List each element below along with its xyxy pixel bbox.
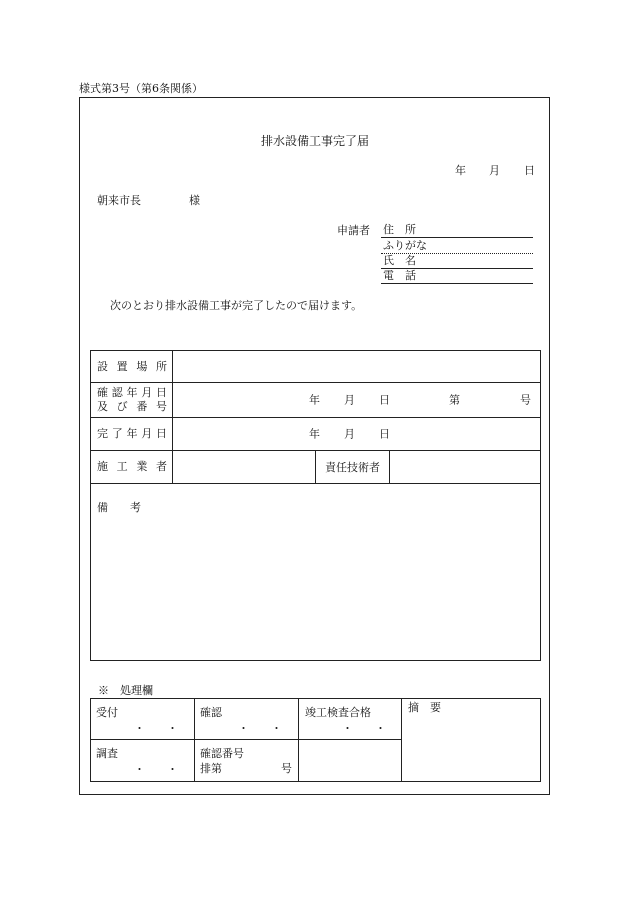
addressee-honorific: 様 (189, 194, 200, 207)
applicant-furigana-label: ふりがな (383, 239, 427, 252)
form-number: 様式第3号（第6条関係） (79, 82, 203, 95)
completion-input-cell[interactable] (173, 418, 541, 451)
confirm-label-cell (91, 383, 173, 418)
confirm-number-prefix: 第 (449, 393, 460, 407)
drain-number-suffix: 号 (281, 762, 292, 775)
form-title: 排水設備工事完了届 (260, 134, 369, 148)
date-year-label: 年 (455, 164, 466, 177)
confirm-month-label: 月 (344, 393, 355, 407)
location-label: 設置場所 (97, 359, 167, 373)
date-day-label: 日 (524, 164, 535, 177)
statement-text: 次のとおり排水設備工事が完了したので届けます。 (110, 299, 363, 312)
processing-table (90, 698, 541, 782)
summary-label: 摘 要 (408, 701, 441, 714)
confirm-input-cell[interactable] (173, 383, 541, 418)
empty-processing-cell[interactable] (299, 740, 402, 782)
applicant-address-field[interactable] (381, 224, 533, 238)
inspection-cell[interactable] (299, 699, 402, 740)
summary-cell[interactable] (402, 699, 541, 782)
completion-table (90, 350, 541, 661)
completion-year-label: 年 (309, 427, 320, 441)
survey-date-dots: ・ ・ (134, 763, 178, 776)
processing-section-label: ※ 処理欄 (98, 684, 153, 697)
applicant-furigana-field[interactable] (381, 240, 533, 254)
applicant-phone-field[interactable] (381, 270, 533, 284)
inspection-date-dots: ・ ・ (342, 722, 386, 735)
completion-label: 完了年月日 (97, 427, 167, 441)
survey-cell[interactable] (91, 740, 195, 782)
contractor-label: 施工業者 (97, 460, 167, 474)
applicant-name-field[interactable] (381, 255, 533, 269)
confirmation-date-dots: ・ ・ (238, 722, 282, 735)
applicant-address-label: 住 所 (383, 223, 416, 236)
remarks-cell[interactable] (91, 484, 541, 661)
reception-label: 受付 (96, 706, 118, 719)
inspection-label: 竣工検査合格 (305, 706, 371, 719)
completion-label-cell (91, 418, 173, 451)
date-month-label: 月 (489, 164, 500, 177)
confirm-day-label: 日 (379, 393, 390, 407)
reception-date-dots: ・ ・ (134, 722, 178, 735)
confirm-label-line2: 及び番号 (97, 400, 167, 413)
engineer-label-cell (316, 451, 390, 484)
confirm-year-label: 年 (309, 393, 320, 407)
confirm-label-line1: 確認年月日 (97, 386, 167, 400)
confirmation-label: 確認 (200, 706, 222, 719)
location-label-cell (91, 351, 173, 383)
confirm-number-suffix: 号 (520, 393, 531, 407)
confirm-number-label: 確認番号 (200, 747, 244, 760)
completion-month-label: 月 (344, 427, 355, 441)
drain-number-prefix: 排第 (200, 762, 222, 775)
confirmation-cell[interactable] (195, 699, 299, 740)
completion-day-label: 日 (379, 427, 390, 441)
survey-label: 調査 (96, 747, 118, 760)
applicant-phone-label: 電 話 (383, 269, 416, 282)
applicant-label: 申請者 (337, 224, 370, 237)
engineer-input-cell[interactable] (390, 451, 541, 484)
location-input-cell[interactable] (173, 351, 541, 383)
reception-cell[interactable] (91, 699, 195, 740)
applicant-name-label: 氏 名 (383, 254, 416, 267)
contractor-input-cell[interactable] (173, 451, 316, 484)
contractor-label-cell (91, 451, 173, 484)
engineer-label: 責任技術者 (325, 461, 380, 474)
remarks-label: 備 考 (97, 501, 141, 514)
confirm-number-cell[interactable] (195, 740, 299, 782)
addressee-name: 朝来市長 (97, 194, 141, 207)
